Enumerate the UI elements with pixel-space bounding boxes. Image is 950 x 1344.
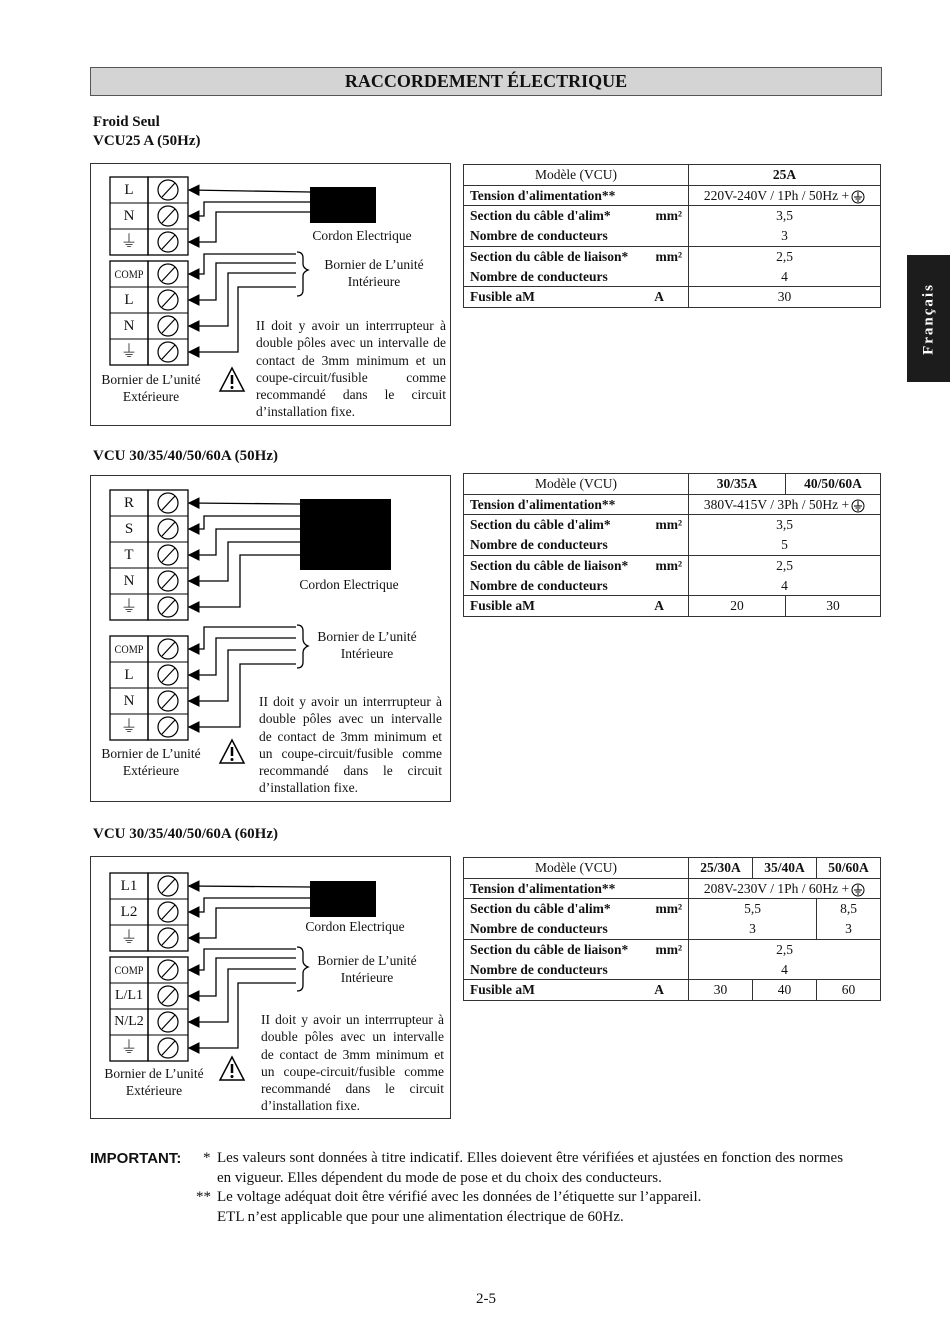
table-row bbox=[464, 596, 881, 617]
outdoor-terminal-label-line2: Extérieure bbox=[122, 763, 180, 778]
fuse-label-cell bbox=[464, 596, 689, 617]
model-header: Modèle (VCU) bbox=[534, 476, 618, 491]
warning-icon bbox=[220, 1057, 244, 1080]
table-row bbox=[464, 267, 881, 287]
power-section-value: 3,5 bbox=[689, 206, 881, 226]
link-conductors-label: Nombre de conducteurs bbox=[470, 577, 608, 593]
section3-spec-table bbox=[463, 857, 881, 1001]
fuse-value: 30 bbox=[689, 980, 753, 1001]
indoor-terminal-label-line1: Bornier de L’unité bbox=[317, 629, 417, 644]
model-header: Modèle (VCU) bbox=[534, 860, 618, 875]
table-row bbox=[464, 858, 881, 879]
link-section-label-cell bbox=[464, 939, 689, 959]
indoor-terminal-label bbox=[309, 256, 439, 290]
note-line: II doit y avoir un interrrupteur à bbox=[256, 318, 446, 333]
fuse-label: Fusible aM bbox=[470, 598, 535, 614]
terminal-label: N/L2 bbox=[114, 1014, 144, 1029]
note-line: recommandé dans le circuit bbox=[259, 763, 442, 779]
link-conductors-label: Nombre de conducteurs bbox=[470, 268, 608, 284]
terminal-label: S bbox=[124, 521, 134, 537]
switch-requirement-note bbox=[261, 1011, 444, 1115]
important-note-2 bbox=[196, 1188, 893, 1227]
terminal-label: L bbox=[124, 292, 134, 308]
power-conductors-value: 5 bbox=[689, 535, 881, 555]
fuse-value: 40 bbox=[753, 980, 817, 1001]
note-line: contact de 3mm minimum et un bbox=[256, 352, 446, 368]
section2-wiring-diagram bbox=[90, 475, 451, 802]
terminal-label: L1 bbox=[120, 878, 138, 894]
terminal-label: L2 bbox=[120, 904, 138, 920]
note-line: d’installation fixe. bbox=[256, 404, 355, 420]
power-conductors-value: 3 bbox=[689, 226, 881, 246]
table-row bbox=[464, 919, 881, 939]
fuse-label-cell bbox=[464, 980, 689, 1001]
power-section-label: Section du câble d'alim* bbox=[470, 208, 611, 224]
link-section-value: 2,5 bbox=[689, 939, 881, 959]
terminal-label: L bbox=[124, 667, 134, 683]
note-line: d’installation fixe. bbox=[261, 1098, 360, 1114]
ground-icon bbox=[851, 190, 865, 204]
link-conductors-label: Nombre de conducteurs bbox=[470, 961, 608, 977]
note-text-line: Les valeurs sont données à titre indicatif. Elles doievent être vérifiées et ajustées en fonction des normes bbox=[217, 1150, 844, 1166]
terminal-label: T bbox=[124, 547, 134, 563]
model-col: 30/35A bbox=[689, 474, 786, 495]
table-row bbox=[464, 980, 881, 1001]
footnote-marker: ** bbox=[196, 1189, 211, 1205]
page-title: RACCORDEMENT ÉLECTRIQUE bbox=[90, 67, 882, 96]
model-col: 50/60A bbox=[817, 858, 881, 879]
power-conductors-value: 3 bbox=[689, 919, 817, 939]
switch-requirement-note bbox=[259, 693, 442, 797]
note-line: de contact de 3mm minimum et bbox=[261, 1046, 444, 1062]
power-section-label-cell bbox=[464, 515, 689, 535]
model-col: 35/40A bbox=[753, 858, 817, 879]
power-conductors-label: Nombre de conducteurs bbox=[470, 537, 608, 553]
section3-heading: VCU 30/35/40/50/60A (60Hz) bbox=[93, 826, 278, 842]
unit-label: mm² bbox=[655, 557, 682, 573]
model-col: 40/50/60A bbox=[786, 474, 881, 495]
table-row bbox=[464, 939, 881, 959]
table-row bbox=[464, 206, 881, 226]
table-row bbox=[464, 555, 881, 575]
note-text-line: en vigueur. Elles dépendent du mode de pose et du choix des conducteurs. bbox=[217, 1169, 662, 1186]
warning-icon bbox=[220, 740, 244, 763]
section3-wiring-diagram bbox=[90, 856, 451, 1119]
important-label: IMPORTANT: bbox=[90, 1150, 182, 1167]
note-line: un coupe-circuit/fusible comme bbox=[259, 745, 442, 761]
voltage-cell bbox=[689, 494, 881, 515]
fuse-label: Fusible aM bbox=[470, 289, 535, 305]
footnote-marker: * bbox=[203, 1150, 211, 1166]
link-section-value: 2,5 bbox=[689, 555, 881, 575]
section1-heading bbox=[93, 113, 201, 151]
section1-heading-line1: Froid Seul bbox=[93, 114, 160, 130]
terminal-label: N bbox=[123, 693, 135, 709]
indoor-terminal-label-line1: Bornier de L’unité bbox=[324, 257, 424, 272]
table-row bbox=[464, 287, 881, 308]
ground-icon: ⏚ bbox=[120, 928, 138, 947]
link-section-label: Section du câble de liaison* bbox=[470, 557, 629, 573]
table-row bbox=[464, 899, 881, 919]
note-line: double pôles avec un intervalle de bbox=[256, 335, 446, 351]
indoor-terminal-label-line1: Bornier de L’unité bbox=[317, 953, 417, 968]
table-row bbox=[464, 960, 881, 980]
fuse-label: Fusible aM bbox=[470, 982, 535, 998]
power-section-value: 8,5 bbox=[817, 899, 881, 919]
outdoor-terminal-label-line1: Bornier de L’unité bbox=[101, 372, 201, 387]
power-section-label-cell bbox=[464, 206, 689, 226]
model-col: 25/30A bbox=[689, 858, 753, 879]
terminal-label: COMP bbox=[114, 267, 144, 281]
power-conductors-label: Nombre de conducteurs bbox=[470, 921, 608, 937]
note-line: II doit y avoir un interrrupteur à bbox=[259, 694, 442, 709]
language-tab-label: Français bbox=[920, 282, 936, 355]
ground-icon bbox=[851, 883, 865, 897]
ground-icon bbox=[851, 499, 865, 513]
link-section-label-cell bbox=[464, 555, 689, 575]
indoor-terminal-label-line2: Intérieure bbox=[340, 970, 394, 985]
table-row bbox=[464, 226, 881, 246]
switch-requirement-note bbox=[256, 317, 446, 421]
voltage-cell bbox=[689, 185, 881, 206]
note-line: recommandé dans le circuit bbox=[261, 1081, 444, 1097]
ground-icon: ⏚ bbox=[120, 1038, 138, 1057]
power-conductors-label: Nombre de conducteurs bbox=[470, 228, 608, 244]
link-conductors-value: 4 bbox=[689, 960, 881, 980]
note-line: recommandé dans le circuit bbox=[256, 387, 446, 403]
outdoor-terminal-label-line1: Bornier de L’unité bbox=[101, 746, 201, 761]
fuse-value: 20 bbox=[689, 596, 786, 617]
terminal-label: COMP bbox=[114, 642, 144, 656]
power-section-label: Section du câble d'alim* bbox=[470, 901, 611, 917]
ground-icon: ⏚ bbox=[120, 342, 138, 361]
power-conductors-value: 3 bbox=[817, 919, 881, 939]
unit-label: A bbox=[654, 982, 664, 998]
outdoor-terminal-label bbox=[96, 1065, 212, 1099]
outdoor-terminal-label bbox=[93, 745, 209, 779]
note-line: d’installation fixe. bbox=[259, 780, 358, 796]
terminal-label: R bbox=[123, 495, 134, 511]
table-row bbox=[464, 494, 881, 515]
link-section-label-cell bbox=[464, 246, 689, 266]
outdoor-terminal-label bbox=[93, 371, 209, 405]
voltage-label: Tension d'alimentation** bbox=[464, 878, 689, 899]
note-text-line: Le voltage adéquat doit être vérifié avec les données de l’étiquette sur l’appareil. bbox=[217, 1189, 702, 1205]
language-tab bbox=[907, 255, 950, 382]
table-row bbox=[464, 878, 881, 899]
voltage-value: 380V-415V / 3Ph / 50Hz + bbox=[703, 496, 850, 512]
table-row bbox=[464, 576, 881, 596]
section2-heading: VCU 30/35/40/50/60A (50Hz) bbox=[93, 448, 278, 464]
note-line: double pôles avec un intervalle bbox=[261, 1029, 444, 1045]
fuse-value: 30 bbox=[689, 287, 881, 308]
note-line: un coupe-circuit/fusible comme bbox=[261, 1063, 444, 1079]
fuse-value: 60 bbox=[817, 980, 881, 1001]
section1-heading-line2: VCU25 A (50Hz) bbox=[93, 133, 201, 149]
outdoor-terminal-label-line1: Bornier de L’unité bbox=[104, 1066, 204, 1081]
link-section-label: Section du câble de liaison* bbox=[470, 248, 629, 264]
terminal-label: COMP bbox=[114, 963, 144, 977]
fuse-label-cell bbox=[464, 287, 689, 308]
table-row bbox=[464, 515, 881, 535]
indoor-terminal-label bbox=[302, 628, 432, 662]
outdoor-terminal-label-line2: Extérieure bbox=[122, 389, 180, 404]
terminal-label: N bbox=[123, 208, 135, 224]
power-section-label: Section du câble d'alim* bbox=[470, 517, 611, 533]
fuse-value: 30 bbox=[786, 596, 881, 617]
indoor-terminal-label bbox=[302, 952, 432, 986]
ground-icon: ⏚ bbox=[120, 597, 138, 616]
table-row bbox=[464, 535, 881, 555]
important-note-1 bbox=[203, 1149, 893, 1188]
unit-label: mm² bbox=[655, 517, 682, 533]
unit-label: mm² bbox=[655, 941, 682, 957]
indoor-terminal-label-line2: Intérieure bbox=[347, 274, 401, 289]
indoor-terminal-label-line2: Intérieure bbox=[340, 646, 394, 661]
table-row bbox=[464, 246, 881, 266]
note-line: coupe-circuit/fusible comme bbox=[256, 369, 446, 385]
terminal-label: L bbox=[124, 182, 134, 198]
link-conductors-value: 4 bbox=[689, 576, 881, 596]
section1-wiring-diagram bbox=[90, 163, 451, 426]
unit-label: mm² bbox=[655, 248, 682, 264]
note-line: double pôles avec un intervalle bbox=[259, 711, 442, 727]
outdoor-terminal-label-line2: Extérieure bbox=[125, 1083, 183, 1098]
section2-spec-table bbox=[463, 473, 881, 617]
terminal-label: N bbox=[123, 573, 135, 589]
unit-label: mm² bbox=[655, 901, 682, 917]
voltage-value: 220V-240V / 1Ph / 50Hz + bbox=[703, 187, 850, 203]
table-row bbox=[464, 165, 881, 186]
unit-label: A bbox=[654, 598, 664, 614]
note-text-line: ETL n’est applicable que pour une alimentation électrique de 60Hz. bbox=[217, 1208, 624, 1225]
power-section-value: 3,5 bbox=[689, 515, 881, 535]
model-header: Modèle (VCU) bbox=[534, 167, 618, 182]
model-col: 25A bbox=[689, 165, 881, 186]
voltage-label: Tension d'alimentation** bbox=[464, 494, 689, 515]
voltage-label: Tension d'alimentation** bbox=[464, 185, 689, 206]
table-row bbox=[464, 185, 881, 206]
power-section-label-cell bbox=[464, 899, 689, 919]
page-number: 2-5 bbox=[476, 1291, 496, 1307]
link-section-value: 2,5 bbox=[689, 246, 881, 266]
unit-label: mm² bbox=[655, 208, 682, 224]
note-line: de contact de 3mm minimum et bbox=[259, 728, 442, 744]
warning-icon bbox=[220, 368, 244, 391]
power-cord-label: Cordon Electrique bbox=[312, 228, 412, 243]
power-cord-label: Cordon Electrique bbox=[305, 919, 405, 934]
ground-icon: ⏚ bbox=[120, 717, 138, 736]
note-line: II doit y avoir un interrrupteur à bbox=[261, 1012, 444, 1027]
link-section-label: Section du câble de liaison* bbox=[470, 941, 629, 957]
power-cord-label: Cordon Electrique bbox=[299, 577, 399, 592]
unit-label: A bbox=[654, 289, 664, 305]
important-note-1-text bbox=[217, 1149, 843, 1188]
important-note-2-text bbox=[217, 1188, 701, 1227]
terminal-label: L/L1 bbox=[115, 988, 143, 1003]
link-conductors-value: 4 bbox=[689, 267, 881, 287]
voltage-cell bbox=[689, 878, 881, 899]
terminal-label: N bbox=[123, 318, 135, 334]
power-section-value: 5,5 bbox=[689, 899, 817, 919]
voltage-value: 208V-230V / 1Ph / 60Hz + bbox=[703, 880, 850, 896]
ground-icon: ⏚ bbox=[120, 232, 138, 251]
section1-spec-table bbox=[463, 164, 881, 308]
table-row bbox=[464, 474, 881, 495]
important-notes bbox=[196, 1149, 893, 1227]
